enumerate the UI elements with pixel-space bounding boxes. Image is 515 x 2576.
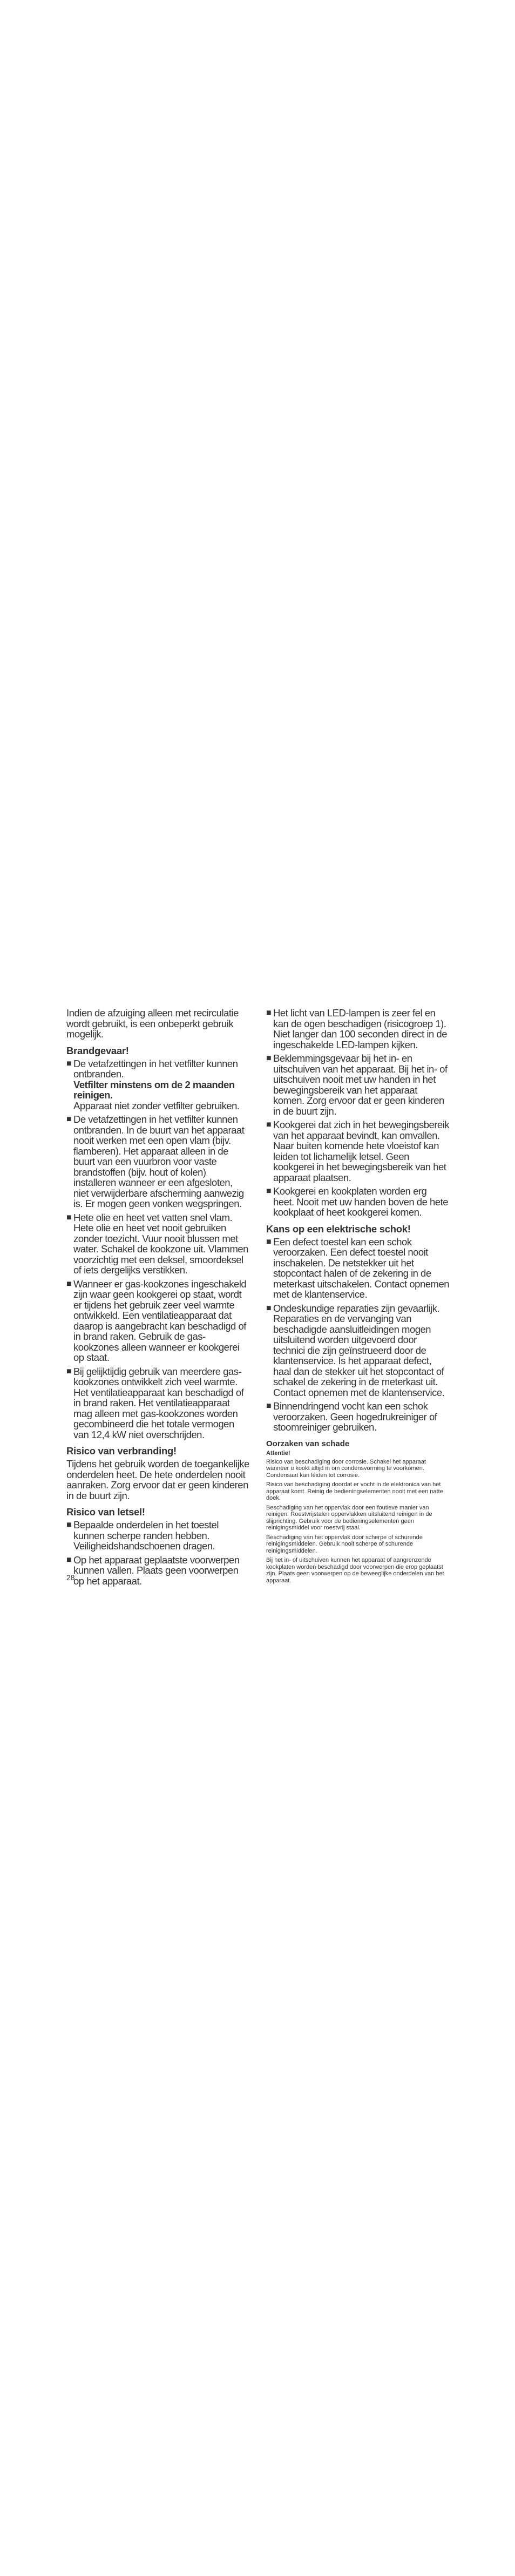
bullet-icon: ■ [66,1058,72,1068]
bullet-icon: ■ [66,1279,72,1289]
damage-text-1: Risico van beschadiging door corrosie. Schakel het apparaat wanneer u kookt altijd in om condensvorming te voorkomen. Condensaat kan leiden tot corrosie. [266,1458,426,1479]
fire-bullet-1: ■ De vetafzettingen in het vetfilter kunnen ontbranden. Vetfilter minstens om de 2 maanden reinigen. Apparaat niet zonder vetfilter gebruiken. [66,1058,249,1111]
injury-bullet-1: ■ Bepaalde onderdelen in het toestel kunnen scherpe randen hebben. Veiligheidshandschoenen dragen. [66,1519,219,1552]
fire-bullet-4: ■ Wanneer er gas-kookzones ingeschakeld zijn waar geen kookgerei op staat, wordt er tijdens het gebruik zeer veel warmte ontwikkeld. Een ventilatieapparaat dat daarop is aangebracht kan beschadigd of in brand raken. Gebruik de gas-kookzones alleen wanneer er kookgerei op staat. [66,1278,247,1363]
bullet-icon: ■ [66,1555,72,1565]
intro-text: Indien de afzuiging alleen met recirculatie wordt gebruikt, is een onbeperkt gebruik mogelijk. [66,1007,239,1040]
bullet-icon: ■ [266,1054,272,1063]
left-column [66,1008,249,1589]
shock-bullet-3: ■ Binnendringend vocht kan een schok veroorzaken. Geen hogedrukreiniger of stoomreiniger gebruiken. [266,1400,437,1433]
injury-bullet-6: ■ Kookgerei en kookplaten worden erg heet. Nooit met uw handen boven de hete kookplaat of heet kookgerei komen. [266,1185,449,1218]
fire-bullet-5: ■ Bij gelijktijdig gebruik van meerdere gas-kookzones ontwikkelt zich veel warmte. Het ventilatieapparaat kan beschadigd of in brand raken. Het ventilatieapparaat mag alleen met gas-kookzones worden gecombineerd die het totale vermogen van 12,4 kW niet overschrijden. [66,1365,244,1440]
attention-label: Attentie! [266,1449,290,1456]
fire-bullet-3: ■ Hete olie en heet vet vatten snel vlam. Hete olie en heet vet nooit gebruiken zonder toezicht. Vuur nooit blussen met water. Schakel de kookzone uit. Vlammen voorzichtig met een deksel, smoordeksel of iets dergelijks verstikken. [66,1211,248,1276]
burn-risk-text: Tijdens het gebruik worden de toegankelijke onderdelen heet. De hete onderdelen nooit aanraken. Zorg ervoor dat er geen kinderen in de buurt zijn. [66,1458,249,1501]
fire-bullet-2: ■ De vetafzettingen in het vetfilter kunnen ontbranden. In de buurt van het apparaat nooit werken met een open vlam (bijv. flamberen). Het apparaat alleen in de buurt van een vuurbron voor vaste brandstoffen (bijv. hout of kolen) installeren wanneer er een afgesloten, niet verwijderbare afscherming aanwezig is. Er mogen geen vonken wegspringen. [66,1114,245,1209]
shock-bullet-1: ■ Een defect toestel kan een schok veroorzaken. Een defect toestel nooit inschakelen. De netstekker uit het stopcontact halen of de zekering in de meterkast uitschakelen. Contact opnemen met de klantenservice. [266,1236,450,1300]
fire-hazard-heading: Brandgevaar! [66,1044,129,1056]
bullet-icon: ■ [266,1120,272,1129]
bullet-icon: ■ [266,1303,272,1313]
injury-bullet-2: ■ Op het apparaat geplaatste voorwerpen kunnen vallen. Plaats geen voorwerpen op het apparaat. [66,1554,240,1587]
page-number: 28 [66,1573,75,1582]
damage-text-2: Risico van beschadiging doordat er vocht in de elektronica van het apparaat komt. Reinig de bedieningselementen nooit met een natte doek. [266,1481,443,1501]
shock-bullet-2: ■ Ondeskundige reparaties zijn gevaarlijk. Reparaties en de vervanging van beschadigde aansluitleidingen mogen uitsluitend worden uitgevoerd door technici die zijn geïnstrueerd door de klantenservice. Is het apparaat defect, haal dan de stekker uit het stopcontact of schakel de zekering in de meterkast uit. Contact opnemen met de klantenservice. [266,1302,445,1398]
fire-bullet-1-bold: Vetfilter minstens om de 2 maanden reinigen. [73,1078,235,1101]
fire-bullet-1-tail: Apparaat niet zonder vetfilter gebruiken. [73,1100,240,1111]
injury-bullet-5: ■ Kookgerei dat zich in het bewegingsbereik van het apparaat bevindt, kan omvallen. Naar buiten komende hete vloeistof kan leiden tot lichamelijk letsel. Geen kookgerei in het bewegingsbereik van het apparaat plaatsen. [266,1119,450,1183]
injury-bullet-3: ■ Het licht van LED-lampen is zeer fel en kan de ogen beschadigen (risicogroep 1). Niet langer dan 100 seconden direct in de ingeschakelde LED-lampen kijken. [266,1007,447,1050]
bullet-icon: ■ [66,1366,72,1376]
bullet-icon: ■ [266,1186,272,1196]
burn-risk-heading: Risico van verbranding! [66,1445,177,1456]
bullet-icon: ■ [66,1115,72,1124]
bullet-icon: ■ [66,1520,72,1529]
bullet-icon: ■ [66,1212,72,1222]
damage-text-3: Beschadiging van het oppervlak door een foutieve manier van reinigen. Roestvrijstalen oppervlakken uitsluitend reinigen in de slijprichting. Gebruik voor de bedieningselementen geen reinigingsmiddel voor roestvrij staal. [266,1504,432,1531]
bullet-icon: ■ [266,1401,272,1411]
bullet-icon: ■ [266,1237,272,1246]
damage-text-4: Beschadiging van het oppervlak door scherpe of schurende reinigingsmiddelen. Gebruik nooit scherpe of schurende reinigingsmiddelen. [266,1534,423,1554]
right-column [266,1008,450,1587]
bullet-icon: ■ [266,1008,272,1017]
damage-text-5: Bij het in- of uitschuiven kunnen het apparaat of aangrenzende kookplaten worden beschadigd door voorwerpen die erop geplaatst zijn. Plaats geen voorwerpen op de beweeglijke onderdelen van het apparaat. [266,1557,444,1584]
shock-risk-heading: Kans op een elektrische schok! [266,1223,411,1235]
injury-risk-heading: Risico van letsel! [66,1506,145,1518]
damage-causes-heading: Oorzaken van schade [266,1439,350,1448]
injury-bullet-4: ■ Beklemmingsgevaar bij het in- en uitschuiven van het apparaat. Bij het in- of uitschuiven nooit met uw handen in het bewegingsbereik van het apparaat komen. Zorg ervoor dat er geen kinderen in de buurt zijn. [266,1053,448,1117]
